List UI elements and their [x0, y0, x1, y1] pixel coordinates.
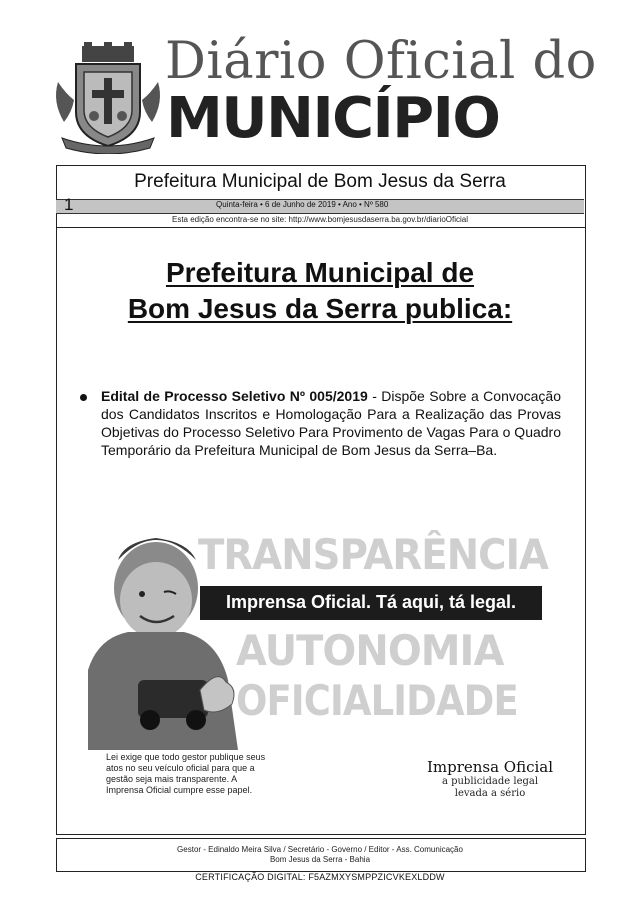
ad-brand-name: Imprensa Oficial: [426, 758, 554, 776]
footer-credits: Gestor - Edinaldo Meira Silva / Secretário - Governo / Editor - Ass. Comunicação: [177, 845, 463, 854]
ad-brand-sub1: a publicidade legal: [441, 776, 539, 787]
ad-word-oficialidade: OFICIALIDADE: [236, 676, 518, 725]
list-item-text: - Dispõe Sobre a Convocação dos Candidatos Inscritos e Homologação Para a Realização das Provas Objetivas do Processo Seletivo Para Provimento de Vagas Para o Quadro Temporário da Prefeitura Municipal de Bom Jesus da Serra–Ba.: [101, 388, 561, 458]
municipal-crest-logo: [52, 42, 164, 154]
digital-certification: CERTIFICAÇÃO DIGITAL: F5AZMXYSMPPZICVKEXLDDW: [195, 872, 445, 882]
page-number: 1: [64, 195, 74, 214]
site-info: Esta edição encontra-se no site: http://www.bomjesusdaserra.ba.gov.br/diarioOficial: [172, 215, 468, 224]
masthead-title-line1: Diário Oficial do: [165, 32, 597, 91]
masthead-title-line2: MUNICÍPIO: [166, 86, 500, 151]
ad-small-text: Lei exige que todo gestor publique seus atos no seu veículo oficial para que a gestão seja mais transparente. A Imprensa Oficial cumpre esse papel.: [106, 752, 266, 795]
bullet-icon: [80, 394, 87, 401]
edition-info: Quinta-feira • 6 de Junho de 2019 • Ano • Nº 580: [216, 200, 389, 209]
headline-line1: Prefeitura Municipal de: [165, 257, 475, 288]
headline: [56, 255, 584, 327]
ad-word-autonomia: AUTONOMIA: [236, 626, 504, 675]
headline-line2: Bom Jesus da Serra publica:: [127, 293, 513, 324]
ad-word-transparencia: TRANSPARÊNCIA: [198, 530, 549, 579]
ad-slogan: Imprensa Oficial. Tá aqui, tá legal.: [225, 592, 517, 612]
ad-brand-sub2: levada a sério: [454, 788, 526, 799]
list-item: [101, 387, 561, 459]
list-item-title: Edital de Processo Seletivo Nº 005/2019: [101, 388, 368, 404]
header-title: Prefeitura Municipal de Bom Jesus da Serra: [134, 171, 506, 192]
ad-brand: [420, 758, 560, 800]
footer-location: Bom Jesus da Serra - Bahia: [269, 855, 371, 864]
